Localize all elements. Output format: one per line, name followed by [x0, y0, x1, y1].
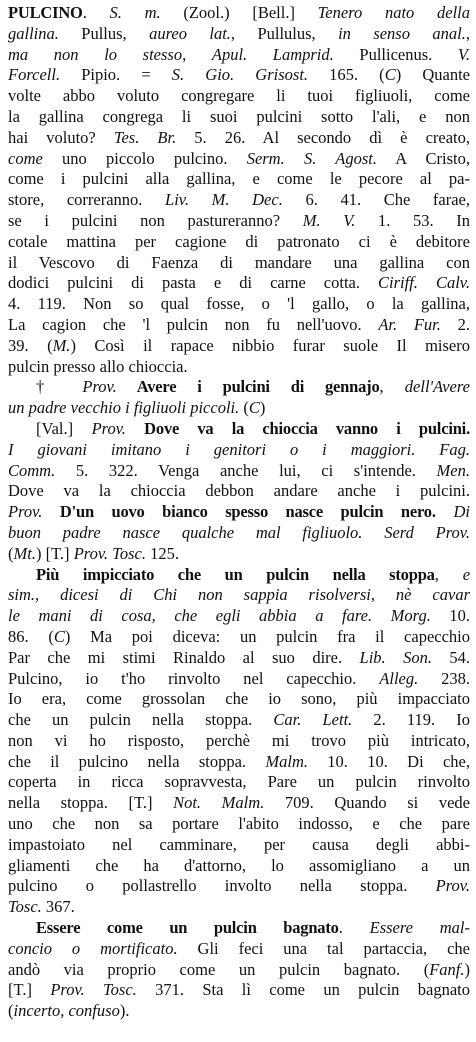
text-run-roman: [Val.] [36, 418, 92, 438]
text-run-italic: Ciriff. Calv. [378, 273, 470, 293]
text-run-italic: Prov. [8, 502, 43, 522]
text-run-italic: Tes. Br. [113, 127, 177, 147]
text-run-roman: pulcino o pollastrello involto nella stoppa. [8, 876, 436, 896]
text-run-roman: 4. 119. Non so qual fosse, o 'l gallo, o la gallina, [8, 294, 470, 314]
headword: PULCINO [8, 3, 83, 22]
text-run-italic: aureo lat. [149, 23, 231, 43]
text-line [8, 169, 470, 190]
text-line [8, 232, 470, 253]
text-run-italic: Essere mal- [369, 918, 470, 938]
text-run-italic: come [8, 148, 43, 168]
text-run-roman: (Zool.) [Bell.] [160, 3, 318, 22]
text-line [8, 502, 470, 523]
text-line [8, 190, 470, 211]
text-run-bold: D'un uovo bianco spesso nasce pulcin nero. [42, 502, 436, 522]
text-line [8, 65, 470, 86]
text-run-roman: che un pulcin nella stoppa. [8, 710, 274, 730]
text-run-bold: Dove va la chioccia vanno i pulcini. [125, 418, 470, 438]
text-run-italic: Tosc. [8, 897, 42, 917]
text-run-italic: Mt. [13, 543, 36, 563]
text-line [8, 315, 470, 336]
text-run-italic: Ar. Fur. [378, 314, 441, 334]
text-line [8, 752, 470, 773]
text-run-bold: Essere come un pulcin bagnato [36, 918, 339, 938]
text-line [8, 440, 470, 461]
text-run-italic: le mani di cosa, che egli abbia a fare. Morg. [8, 606, 431, 626]
text-run-italic: M. V. [302, 210, 356, 230]
text-line [8, 710, 470, 731]
text-run-italic: Not. Malm. [173, 793, 265, 813]
text-run-italic: Tenero nato della [317, 3, 470, 22]
text-line [8, 939, 470, 960]
text-run-roman: il Vescovo di Faenza di mandare una gallina con [8, 252, 470, 272]
text-run-italic: incerto, confuso [13, 1001, 120, 1021]
text-run-roman: hai voluto? [8, 127, 114, 147]
text-line [8, 523, 470, 544]
text-line [8, 585, 470, 606]
text-run-roman: 1. 53. In [355, 210, 470, 230]
text-run-italic: C [53, 626, 65, 646]
text-run-roman: come i pulcini alla gallina, e come le pecore al pa- [8, 169, 470, 189]
text-run-italic: dell'Avere [404, 377, 470, 397]
text-line [8, 669, 470, 690]
text-line [8, 627, 470, 648]
text-run-roman: nella stoppa. [T.] [8, 793, 174, 813]
text-run-roman: Pullicenus. [333, 44, 458, 64]
text-run-roman: la gallina congrega li suoi pulcini sotto l'ali, e non [8, 106, 470, 126]
text-line [8, 689, 470, 710]
text-run-roman: 5. 26. Al secondo dì è creato, [176, 127, 470, 147]
text-run-italic: V. [457, 44, 470, 64]
text-run-roman: A Cristo, [376, 148, 470, 168]
text-run-italic: Serm. S. Agost. [246, 148, 377, 168]
text-run-roman: ) [T.] [35, 543, 74, 563]
text-line [8, 876, 470, 897]
text-run-roman: † [36, 377, 83, 397]
text-line [8, 294, 470, 315]
text-run-roman: 5. 322. Venga anche lui, ci s'intende. [55, 460, 437, 480]
text-run-roman: 54. [431, 647, 470, 667]
text-run-italic: C [248, 398, 260, 418]
text-line [8, 3, 470, 24]
text-run-roman: ). [119, 1001, 130, 1021]
text-line [8, 918, 470, 939]
text-run-roman: ( [8, 543, 14, 563]
text-run-roman: , Pullulus, [230, 23, 339, 43]
text-line [8, 45, 470, 66]
text-run-italic: Car. Lett. [273, 710, 353, 730]
text-line [8, 1001, 470, 1022]
text-run-roman: 2. 119. Io [352, 710, 470, 730]
text-run-roman: ( [8, 1001, 14, 1021]
text-run-bold: Avere i pulcini di gennajo [116, 377, 380, 397]
text-run-italic: Malm. [265, 751, 308, 771]
text-run-italic: C [384, 65, 396, 85]
text-run-italic: Di [435, 502, 470, 522]
text-line [8, 149, 470, 170]
text-line [8, 128, 470, 149]
text-run-roman: Gli feci una tal partaccia, che [177, 938, 470, 958]
text-run-roman: . [338, 918, 370, 938]
text-line [8, 544, 470, 565]
text-run-roman: , [379, 377, 405, 397]
text-run-roman: uno che non sa portare l'abito indosso, e che pare [8, 814, 470, 834]
text-run-roman: ) Quante [395, 65, 470, 85]
text-line [8, 856, 470, 877]
text-line [8, 481, 470, 502]
text-line [8, 336, 470, 357]
text-line [8, 772, 470, 793]
text-line [8, 253, 470, 274]
text-run-roman: 367. [41, 897, 75, 917]
text-run-roman: non vi ho risposto, perchè mi trovo più intricato, [8, 730, 470, 750]
text-run-roman: 10. [430, 606, 470, 626]
text-run-roman: 125. [145, 543, 179, 563]
text-run-roman: ) [259, 398, 266, 418]
text-run-italic: Lib. Son. [359, 647, 432, 667]
text-run-roman: [T.] [8, 980, 51, 1000]
text-run-roman: se i pulcini non pastureranno? [8, 210, 303, 230]
text-run-roman: 39. ( [8, 335, 53, 355]
text-run-italic: M. [52, 335, 71, 355]
text-run-italic: I giovani imitano i genitori o i maggiori. Fag. [8, 439, 470, 459]
text-run-italic: Liv. M. Dec. [165, 190, 283, 210]
text-run-roman: 6. 41. Che farae, [282, 190, 470, 210]
text-run-roman: ) Ma poi diceva: un pulcin fra il capecchio [64, 626, 470, 646]
text-run-italic: concio o mortificato. [8, 938, 178, 958]
text-run-roman: La cagion che 'l pulcin non fu nell'uovo. [8, 314, 379, 334]
text-run-roman: 86. ( [8, 626, 54, 646]
text-run-roman: gliamenti che ha d'attorno, lo assomigliano a un [8, 855, 470, 875]
text-run-roman: Pullus, [58, 23, 150, 43]
text-run-italic: Prov. Tosc. [73, 543, 146, 563]
text-run-italic: Fanf. [429, 959, 465, 979]
text-run-roman: Pipio. = [60, 65, 172, 85]
text-run-italic: gallina. [8, 23, 59, 43]
text-run-roman: che il pulcino nella stoppa. [8, 751, 266, 771]
text-run-italic: ma non lo stesso [8, 44, 183, 64]
text-line [8, 419, 470, 440]
text-run-italic: S. Gio. Grisost. [171, 65, 309, 85]
text-run-roman: Dove va la chioccia debbon andare anche i pulcini. [8, 481, 470, 501]
text-line [8, 107, 470, 128]
text-line [8, 897, 470, 918]
text-line [8, 980, 470, 1001]
text-line [8, 814, 470, 835]
text-run-italic: sim., dicesi di Chi non sappia risolversi, nè cavar [8, 585, 470, 605]
text-line [8, 648, 470, 669]
text-run-roman: 238. [418, 668, 470, 688]
text-run-roman: cotale mattina per cagione di patronato ci è debitore [8, 231, 470, 251]
text-line [8, 211, 470, 232]
text-run-roman: store, correranno. [8, 190, 166, 210]
text-run-roman: 371. Sta lì come un pulcin bagnato [136, 980, 470, 1000]
text-run-roman: Par che mi stimi Rinaldo al suo dire. [8, 647, 360, 667]
text-line [8, 273, 470, 294]
text-run-italic: Alleg. [379, 668, 419, 688]
text-run-italic: un padre vecchio i figliuoli piccoli. [8, 398, 240, 418]
dictionary-entry-pulcino [8, 3, 470, 1022]
text-run-italic: Apul. Lamprid. [211, 44, 334, 64]
text-run-roman: 10. 10. Di che, [308, 751, 470, 771]
text-run-italic: Prov. Tosc. [50, 980, 137, 1000]
text-line [8, 606, 470, 627]
text-run-italic: Prov. [435, 876, 470, 896]
text-run-roman: 709. Quando si vede [264, 793, 470, 813]
text-run-roman: Pulcino, io t'ho rinvolto nel capecchio. [8, 668, 380, 688]
text-run-roman: 2. [440, 314, 470, 334]
text-run-roman: volte abbo voluto congregare li tuoi figliuoli, come [8, 86, 470, 106]
text-line [8, 398, 470, 419]
text-run-roman: ) [464, 959, 470, 979]
text-run-roman: coperta in ricca sopravvesta, Pare un pulcin rinvolto [8, 772, 470, 792]
text-run-bold: Più impicciato che un pulcin nella stoppa [36, 564, 435, 584]
text-run-roman: Io era, come grossolan che io sono, più impacciato [8, 689, 470, 709]
text-run-roman: ( [239, 398, 249, 418]
text-run-italic: Men. [436, 460, 470, 480]
text-line [8, 24, 470, 45]
text-run-roman: impastoiato nel camminare, per causa degli abbi- [8, 834, 470, 854]
text-line [8, 377, 470, 398]
text-line [8, 960, 470, 981]
text-line [8, 86, 470, 107]
text-line [8, 357, 470, 378]
text-run-roman: uno piccolo pulcino. [42, 148, 247, 168]
text-run-italic: in senso anal. [338, 23, 466, 43]
text-run-italic: Comm. [8, 460, 56, 480]
text-run-roman: dodici pulcini di pasta e di carne cotta. [8, 273, 379, 293]
text-run-roman: , [182, 44, 212, 64]
text-run-roman: 165. ( [308, 65, 385, 85]
text-line [8, 793, 470, 814]
text-run-roman: pulcin presso allo chioccia. [8, 356, 188, 376]
text-line [8, 835, 470, 856]
text-line [8, 565, 470, 586]
text-run-roman: . [82, 3, 110, 22]
text-run-roman: ) Così il rapace nibbio furar suole Il misero [70, 335, 470, 355]
text-run-roman: andò via proprio come un pulcin bagnato. ( [8, 959, 430, 979]
text-line [8, 461, 470, 482]
text-run-italic: buon padre nasce qualche mal figliuolo. Serd Prov. [8, 522, 470, 542]
text-run-roman: , [465, 23, 470, 43]
text-run-italic: S. m. [109, 3, 161, 22]
text-run-italic: Prov. [82, 377, 117, 397]
text-run-italic: e [462, 564, 470, 584]
text-line [8, 731, 470, 752]
text-run-italic: Prov. [91, 418, 126, 438]
text-run-roman: , [434, 564, 463, 584]
text-run-italic: Forcell. [8, 65, 61, 85]
